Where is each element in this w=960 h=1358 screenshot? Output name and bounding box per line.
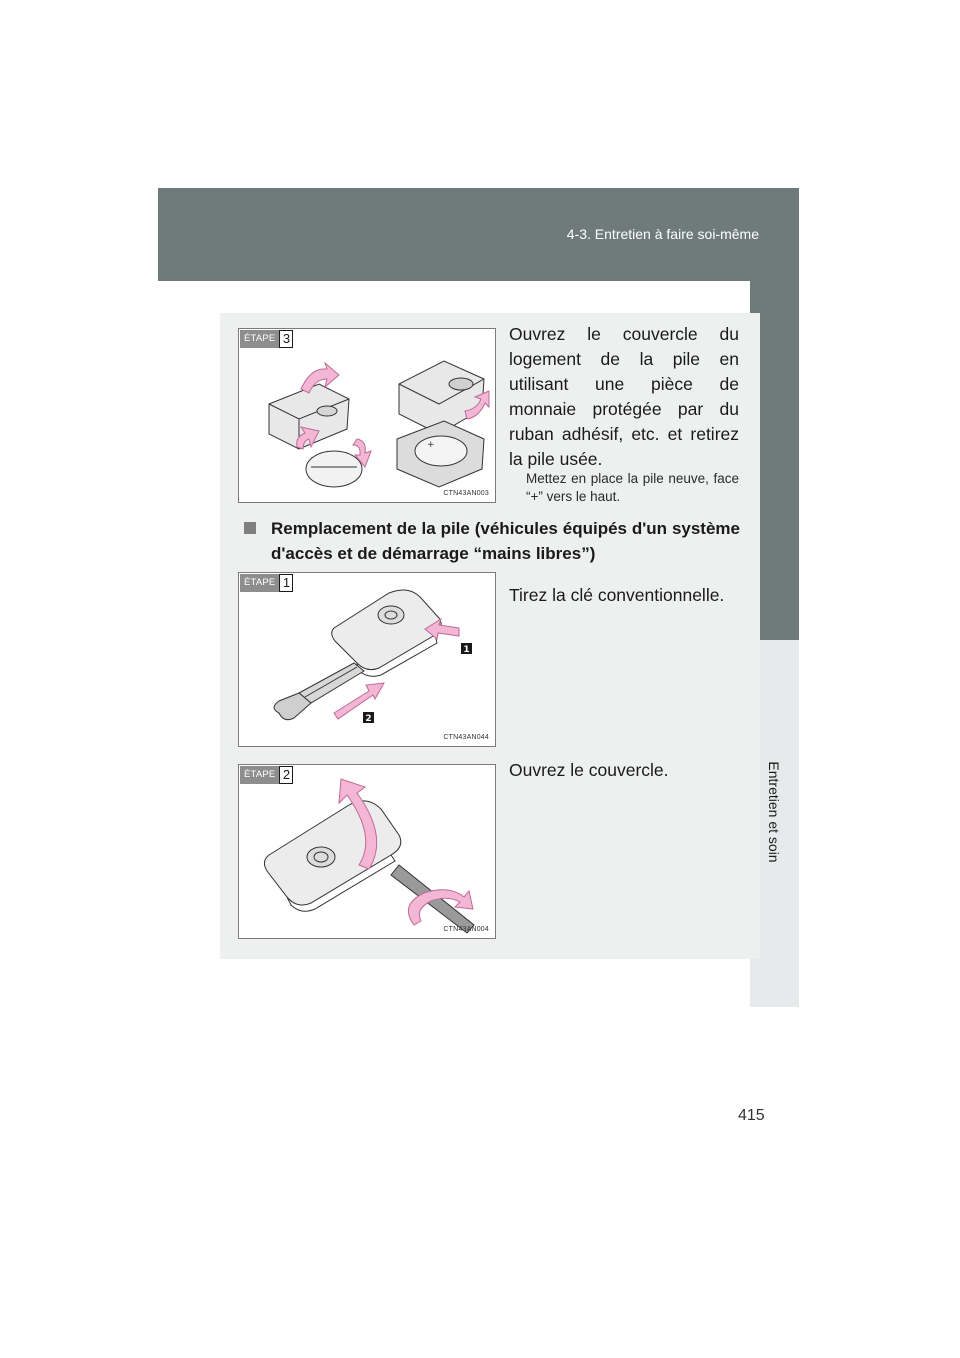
step-3-note: Mettez en place la pile neuve, face “+” vers le haut.: [526, 471, 739, 504]
svg-text:+: +: [427, 440, 435, 450]
figure-code: CTN43AN004: [443, 926, 489, 933]
figure-step-2: [238, 764, 496, 939]
chapter-label: Entretien et soin: [766, 761, 782, 863]
step-badge: [240, 574, 293, 592]
section-bullet: [244, 522, 256, 534]
open-cover-illustration: [239, 765, 495, 938]
step-number: 3: [279, 330, 293, 348]
figure-step-3: [238, 328, 496, 503]
callout-1: 1: [463, 645, 470, 655]
callout-2: 2: [365, 714, 372, 724]
section-title: Remplacement de la pile (véhicules équipés d'un système d'accès et de démarrage “mains libres”): [271, 519, 740, 563]
step-1-text: Tirez la clé conventionnelle.: [509, 585, 725, 605]
step-word: ÉTAPE: [240, 574, 279, 592]
figure-step-1: [238, 572, 496, 747]
step-badge: [240, 330, 293, 348]
step-number: 1: [279, 574, 293, 592]
step-number: 2: [279, 766, 293, 784]
step-2-text: Ouvrez le couvercle.: [509, 760, 669, 780]
header-title: 4-3. Entretien à faire soi-même: [566, 226, 759, 242]
step-word: ÉTAPE: [240, 330, 279, 348]
step-word: ÉTAPE: [240, 766, 279, 784]
battery-cover-illustration: [239, 329, 495, 502]
step-3-text: Ouvrez le couvercle du logement de la pile en utilisant une pièce de monnaie protégée par du ruban adhésif, etc. et retirez la pile usée.: [509, 324, 739, 469]
step-badge: [240, 766, 293, 784]
figure-code: CTN43AN003: [443, 490, 489, 497]
chapter-header: [158, 188, 799, 281]
figure-code: CTN43AN044: [443, 734, 489, 741]
smart-key-illustration: [239, 573, 495, 746]
page-number: 415: [738, 1107, 765, 1124]
